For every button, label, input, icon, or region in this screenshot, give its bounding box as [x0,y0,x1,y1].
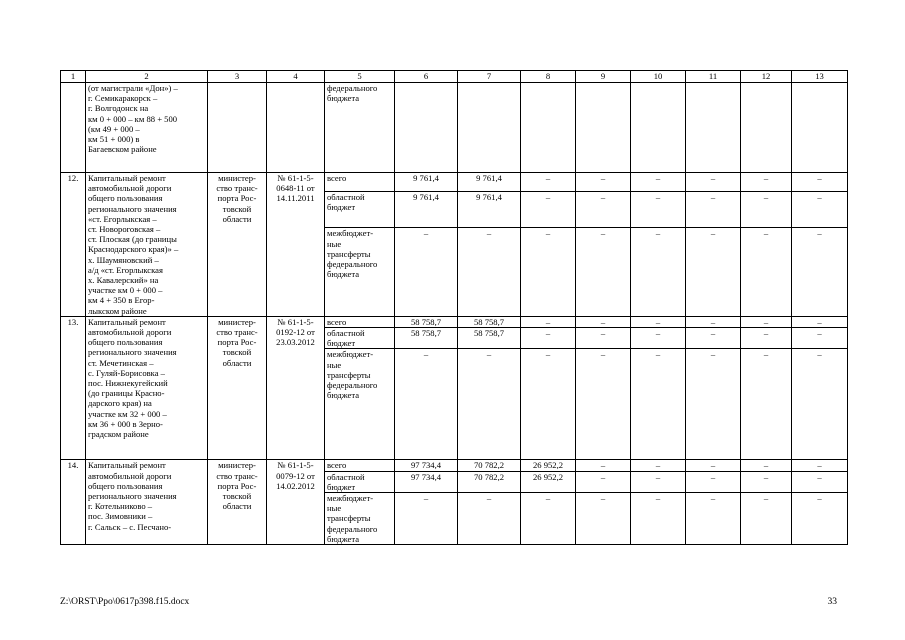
value-cell: – [521,228,576,316]
value-cell: – [686,192,741,228]
table-row [61,316,848,327]
source-label: всего [325,316,395,327]
value-cell: – [741,493,792,545]
value-cell: – [576,228,631,316]
row-number: 12. [61,173,86,317]
value-cell: – [631,173,686,192]
value-cell: – [521,349,576,460]
col-header-13: 13 [792,71,848,83]
object-name: Капитальный ремонт автомобильной дороги общего пользования регионального значения «ст. Егорлыкская – ст. Новороговская – ст. Плоская (до границы Краснодарского края)» – х. Шаумяновский – а/д «ст. Егорлыкская х. Кавалерский» на участке км 0 + 000 – км 4 + 350 в Егор- лыкском районе [86,173,208,317]
value-cell: – [576,471,631,492]
value-cell: – [631,316,686,327]
value-cell: – [741,328,792,349]
value-cell: – [741,192,792,228]
value-cell: – [741,316,792,327]
value-cell: – [631,460,686,471]
value-cell: – [686,328,741,349]
value-cell: 26 952,2 [521,471,576,492]
value-cell: – [521,328,576,349]
value-cell: 9 761,4 [395,173,458,192]
col-header-7: 7 [458,71,521,83]
document-ref: № 61-1-5- 0192-12 от 23.03.2012 [267,316,325,460]
row-number: 14. [61,460,86,545]
cont-org [208,83,267,173]
value-cell: – [631,493,686,545]
value-cell: 97 734,4 [395,460,458,471]
object-name: Капитальный ремонт автомобильной дороги общего пользования регионального значения г. Котельниково – пос. Зимовники – г. Сальск – с. Песчано- [86,460,208,545]
value-cell: – [458,228,521,316]
row-number: 13. [61,316,86,460]
value-cell: 97 734,4 [395,471,458,492]
object-name: Капитальный ремонт автомобильной дороги общего пользования регионального значения ст. Мечетинская – с. Гуляй-Борисовка – пос. Нижнекугейский (до границы Красно- дарского края) на участке км 32 + 000 – км 36 + 000 в Зерно- градском районе [86,316,208,460]
cont-source: федерального бюджета [325,83,395,173]
col-header-10: 10 [631,71,686,83]
value-cell: – [631,349,686,460]
value-cell: – [576,493,631,545]
source-label: областной бюджет [325,192,395,228]
value-cell: – [741,349,792,460]
page-number: 33 [827,597,837,607]
value-cell: – [741,228,792,316]
value-cell: – [686,493,741,545]
continuation-row [61,83,848,173]
responsible-org: министер- ство транс- порта Рос- товской области [208,460,267,545]
value-cell: – [741,471,792,492]
value-cell: – [631,328,686,349]
value-cell: – [792,173,848,192]
value-cell: – [631,228,686,316]
cont-doc [267,83,325,173]
value-cell: – [792,328,848,349]
value-cell: – [458,493,521,545]
value-cell: – [792,349,848,460]
value-cell: – [631,192,686,228]
value-cell: – [521,173,576,192]
source-label: всего [325,460,395,471]
col-header-3: 3 [208,71,267,83]
value-cell: – [395,349,458,460]
document-ref: № 61-1-5- 0079-12 от 14.02.2012 [267,460,325,545]
value-cell: 70 782,2 [458,460,521,471]
value-cell: – [741,173,792,192]
value-cell: – [576,460,631,471]
value-cell: – [686,460,741,471]
col-header-5: 5 [325,71,395,83]
value-cell: – [576,173,631,192]
value-cell: 9 761,4 [395,192,458,228]
value-cell: – [741,460,792,471]
value-cell: – [686,173,741,192]
value-cell: – [792,228,848,316]
value-cell: – [395,493,458,545]
value-cell: – [631,471,686,492]
col-header-2: 2 [86,71,208,83]
value-cell: – [792,192,848,228]
cont-object-name: (от магистрали «Дон») – г. Семикаракорск – г. Волгодонск на км 0 + 000 – км 88 + 500 (км 49 + 000 – км 51 + 000) в Багаевском районе [86,83,208,173]
value-cell: – [686,316,741,327]
source-label: областной бюджет [325,328,395,349]
value-cell: 58 758,7 [395,316,458,327]
col-header-9: 9 [576,71,631,83]
source-label: всего [325,173,395,192]
value-cell: – [576,192,631,228]
value-cell: 58 758,7 [458,328,521,349]
source-label: межбюджет- ные трансферты федерального бюджета [325,349,395,460]
table-row [61,173,848,192]
cont-num [61,83,86,173]
value-cell: – [521,316,576,327]
value-cell: – [458,349,521,460]
value-cell: – [792,471,848,492]
value-cell: – [521,493,576,545]
value-cell: – [521,192,576,228]
source-label: областной бюджет [325,471,395,492]
value-cell: – [686,349,741,460]
column-number-row [61,71,848,83]
responsible-org: министер- ство транс- порта Рос- товской области [208,316,267,460]
value-cell: – [395,228,458,316]
col-header-4: 4 [267,71,325,83]
source-label: межбюджет- ные трансферты федерального бюджета [325,493,395,545]
value-cell: – [686,228,741,316]
document-ref: № 61-1-5- 0648-11 от 14.11.2011 [267,173,325,317]
responsible-org: министер- ство транс- порта Рос- товской области [208,173,267,317]
value-cell: – [792,460,848,471]
value-cell: 58 758,7 [458,316,521,327]
value-cell: 58 758,7 [395,328,458,349]
financing-table [60,70,848,545]
col-header-6: 6 [395,71,458,83]
value-cell: 9 761,4 [458,173,521,192]
value-cell: – [576,349,631,460]
value-cell: – [792,493,848,545]
value-cell: 26 952,2 [521,460,576,471]
value-cell: – [576,328,631,349]
value-cell: – [792,316,848,327]
col-header-8: 8 [521,71,576,83]
col-header-11: 11 [686,71,741,83]
value-cell: 70 782,2 [458,471,521,492]
table-row [61,460,848,471]
value-cell: – [686,471,741,492]
col-header-1: 1 [61,71,86,83]
value-cell: 9 761,4 [458,192,521,228]
file-path: Z:\ORST\Ppo\0617p398.f15.docx [60,597,190,607]
source-label: межбюджет- ные трансферты федерального бюджета [325,228,395,316]
value-cell: – [576,316,631,327]
col-header-12: 12 [741,71,792,83]
